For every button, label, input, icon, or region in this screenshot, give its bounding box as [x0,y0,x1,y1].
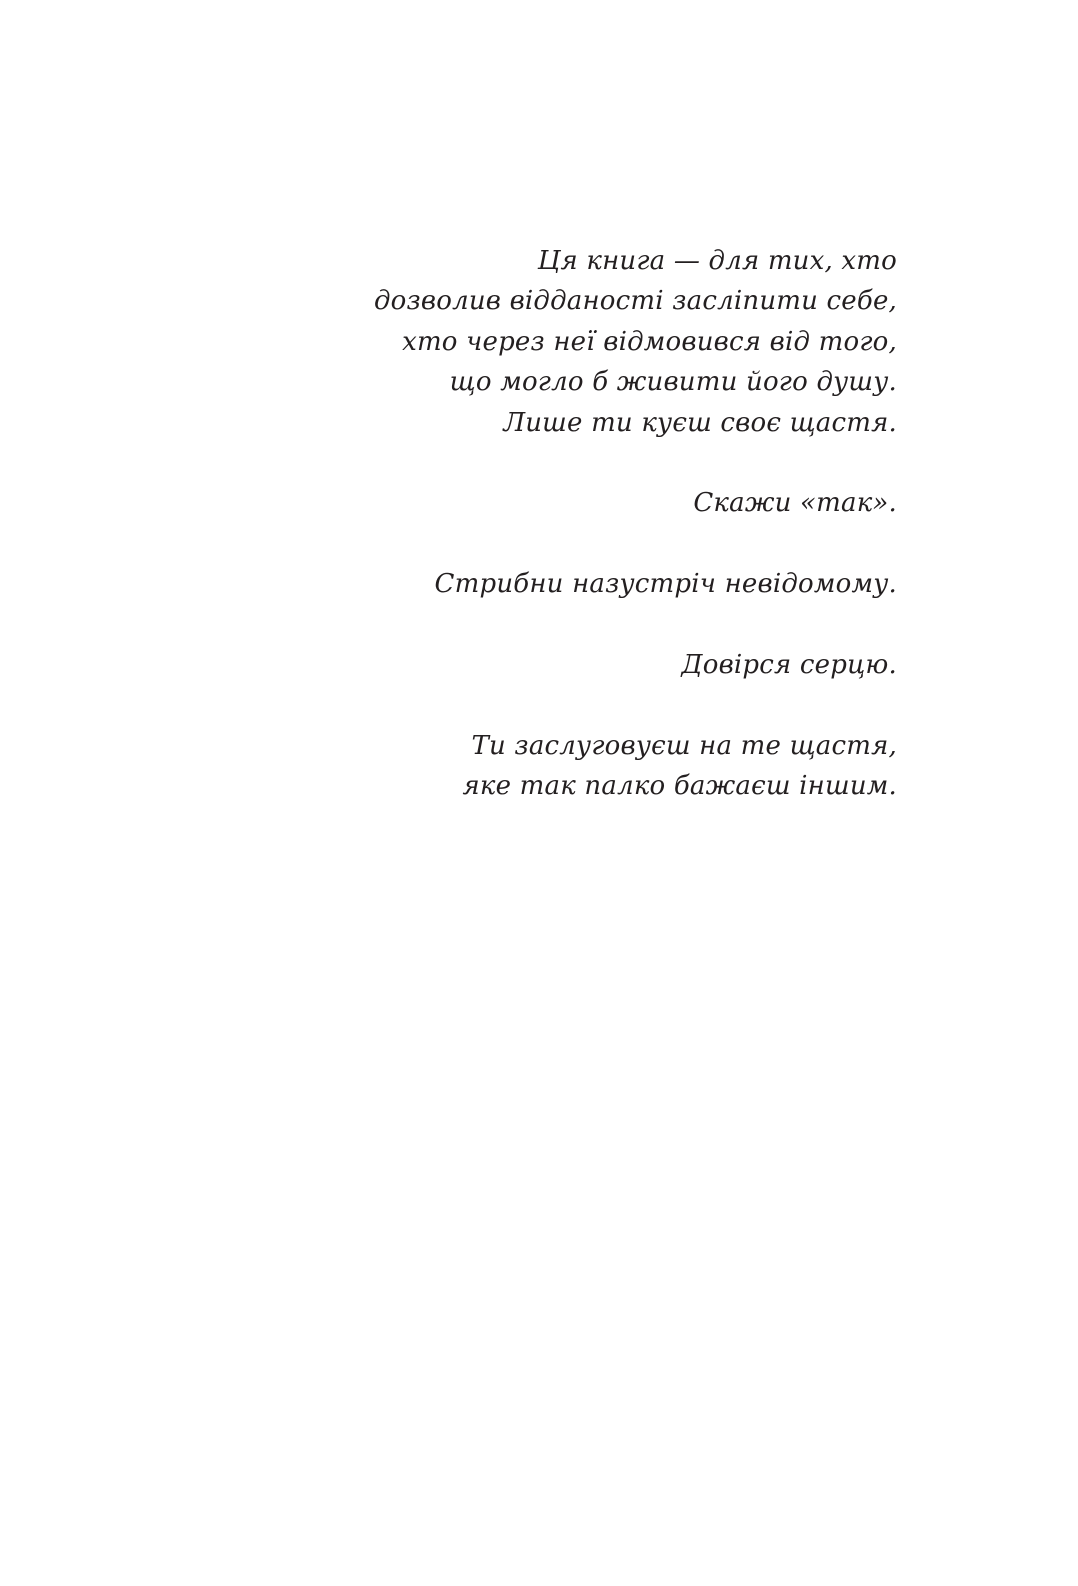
dedication-line: Ти заслуговуєш на те щастя, [471,730,897,761]
dedication-line: яке так палко бажаєш іншим. [462,771,897,802]
dedication-stanza [277,564,897,604]
dedication-line: Лише ти куєш своє щастя. [503,407,897,438]
dedication-line: що могло б живити його душу. [449,367,897,398]
dedication-line: Скажи «так». [693,488,897,519]
dedication-line: дозволив відданості засліпити себе, [373,286,897,317]
dedication-stanza [277,483,897,523]
dedication-text [277,241,897,807]
dedication-line: Ця книга — для тих, хто [537,246,897,276]
dedication-stanza [277,645,897,685]
dedication-line: Довірся серцю. [681,650,897,681]
dedication-line: хто через неї відмовився від того, [402,326,897,357]
dedication-line: Стрибни назустріч невідомому. [434,569,897,600]
dedication-stanza [277,726,897,807]
dedication-stanza [277,241,897,443]
